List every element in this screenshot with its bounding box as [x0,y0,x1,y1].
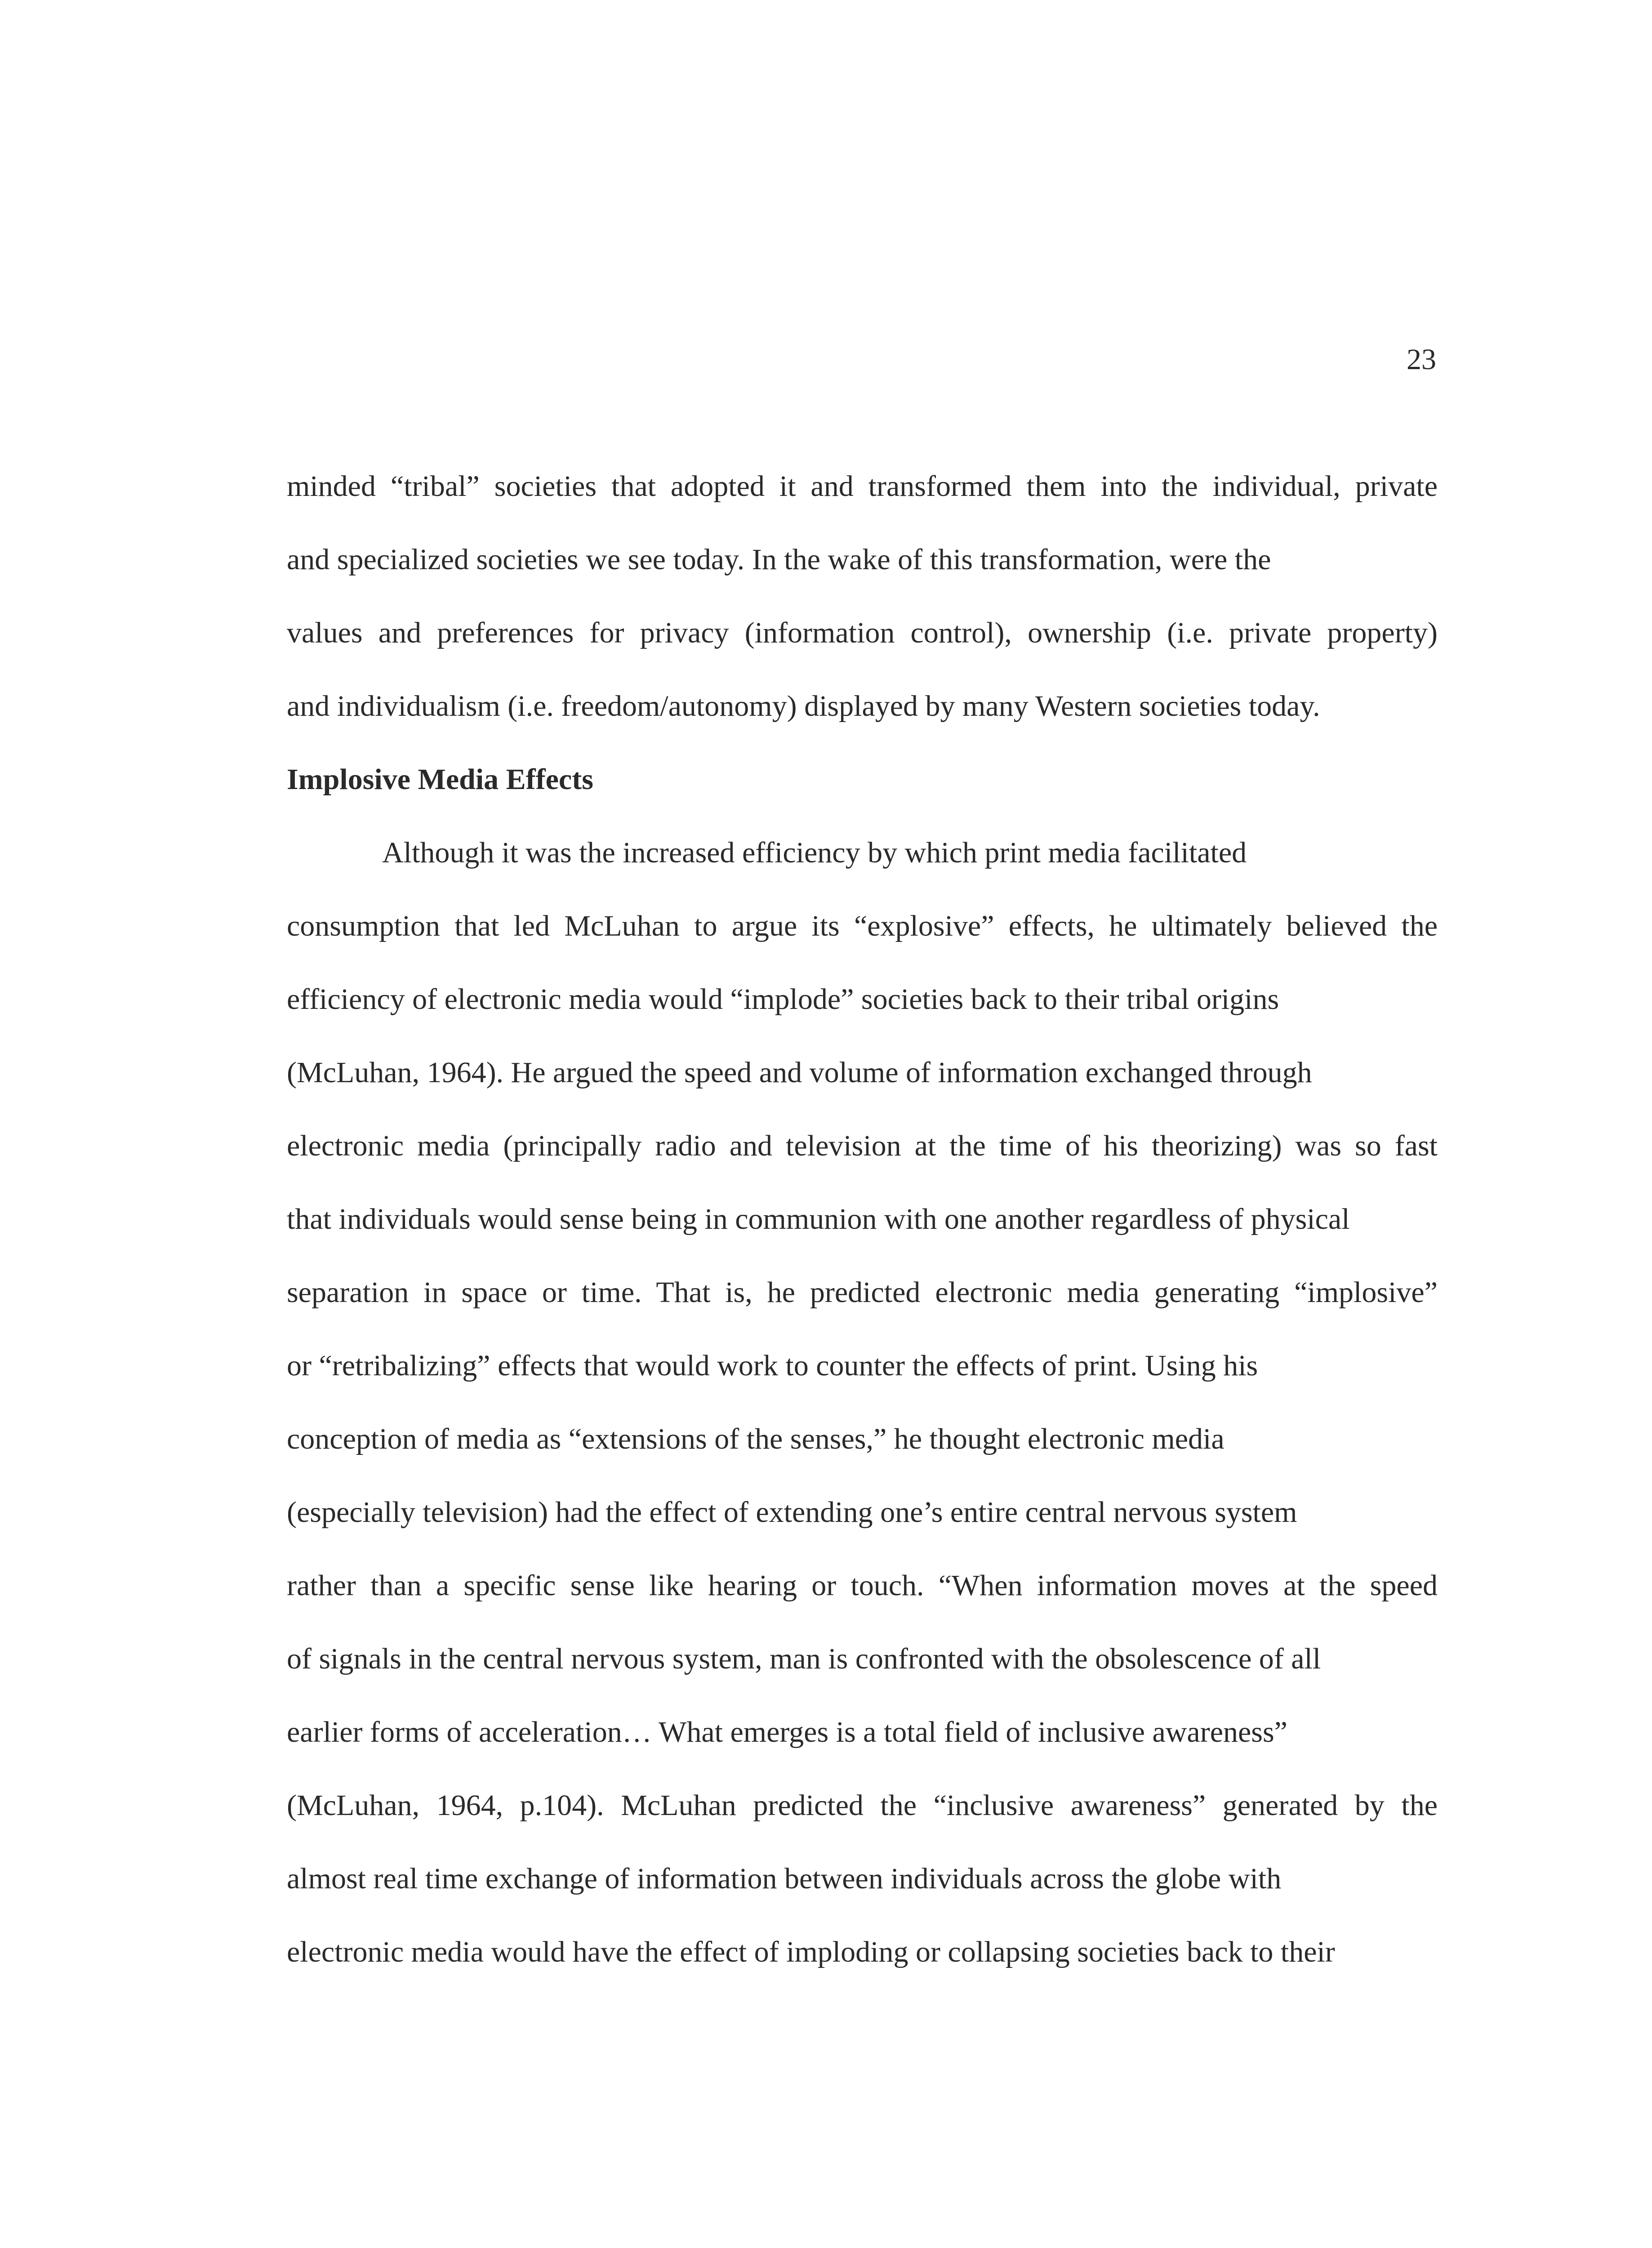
paragraph-1-line: and individualism (i.e. freedom/autonomy) displayed by many Western societies today. [287,690,1320,723]
paragraph-2-line: conception of media as “extensions of the senses,” he thought electronic media [287,1423,1225,1455]
page-number: 23 [1407,343,1436,376]
paragraph-2-line: (McLuhan, 1964). He argued the speed and volume of information exchanged through [287,1056,1312,1089]
paragraph-1-line: minded “tribal” societies that adopted it and transformed them into the individual, private [287,470,1438,503]
paragraph-2-line: rather than a specific sense like hearing or touch. “When information moves at the speed [287,1569,1438,1602]
paragraph-2-line: or “retribalizing” effects that would work to counter the effects of print. Using his [287,1349,1258,1382]
paragraph-2-line: earlier forms of acceleration… What emerges is a total field of inclusive awareness” [287,1716,1287,1748]
paragraph-2-line: Although it was the increased efficiency by which print media facilitated [382,836,1247,869]
paragraph-2-line: separation in space or time. That is, he predicted electronic media generating “implosive” [287,1276,1438,1309]
paragraph-2-line: (McLuhan, 1964, p.104). McLuhan predicted the “inclusive awareness” generated by the [287,1789,1438,1822]
paragraph-2-line: electronic media (principally radio and television at the time of his theorizing) was so fast [287,1129,1438,1162]
paragraph-1-line: and specialized societies we see today. In the wake of this transformation, were the [287,543,1271,576]
paragraph-2-line: consumption that led McLuhan to argue its “explosive” effects, he ultimately believed the [287,910,1438,942]
paragraph-2-line: electronic media would have the effect of imploding or collapsing societies back to their [287,1936,1335,1968]
paragraph-2-line: of signals in the central nervous system, man is confronted with the obsolescence of all [287,1642,1321,1675]
paragraph-2-line: (especially television) had the effect of extending one’s entire central nervous system [287,1496,1297,1529]
paragraph-2-line: almost real time exchange of information between individuals across the globe with [287,1862,1282,1895]
body-text [287,450,1438,1989]
paragraph-1-line: values and preferences for privacy (information control), ownership (i.e. private property) [287,616,1438,649]
paragraph-2-line: that individuals would sense being in communion with one another regardless of physical [287,1203,1350,1236]
paragraph-2-line: efficiency of electronic media would “implode” societies back to their tribal origins [287,983,1279,1016]
section-heading: Implosive Media Effects [287,763,593,796]
